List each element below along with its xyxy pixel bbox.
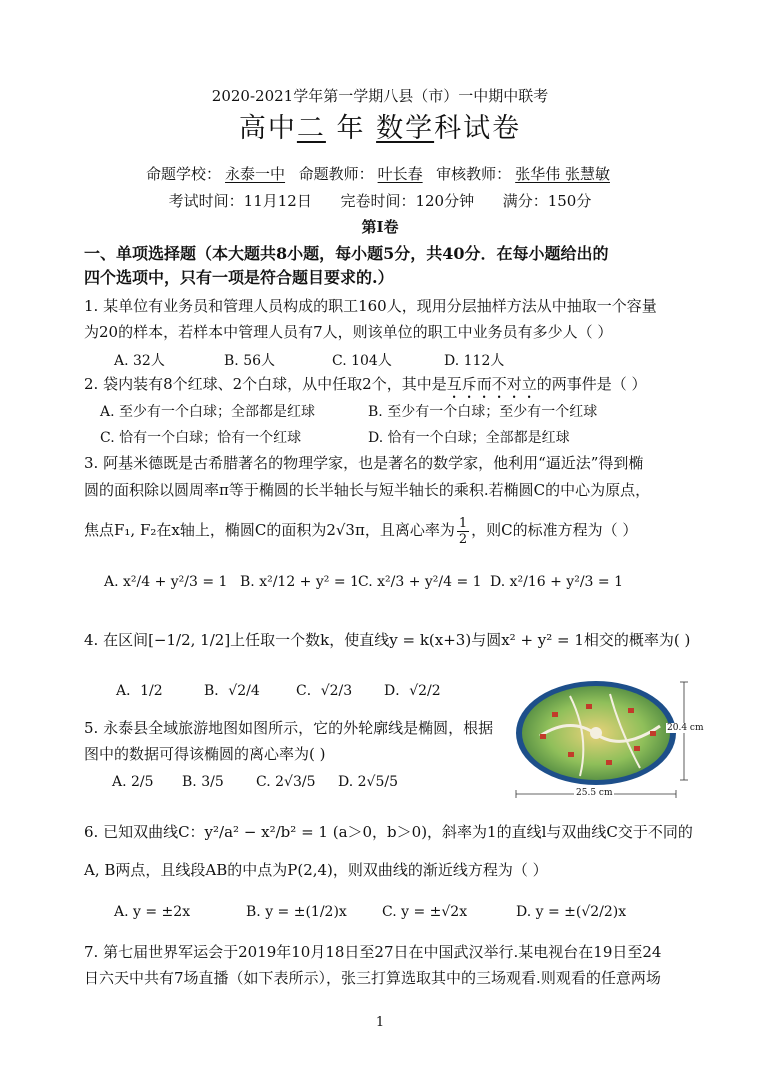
exam-header: 2020-2021学年第一学期八县（市）一中期中联考 — [211, 87, 549, 105]
q5-option-b: B. 3/5 — [182, 774, 224, 790]
q3-ecc-num: 1 — [458, 515, 468, 531]
q1-stem-1: 1. 某单位有业务员和管理人员构成的职工160人，现用分层抽样方法从中抽取一个容量 — [84, 297, 657, 315]
q3-option-d: D. x²/16 + y²/3 = 1 — [490, 574, 623, 590]
q6-option-c: C. y = ±√2x — [382, 904, 468, 920]
q5-option-d: D. 2√5/5 — [338, 774, 398, 790]
q6-option-d: D. y = ±(√2/2)x — [516, 904, 627, 920]
teacher-value: 叶长春 — [377, 165, 423, 183]
q4-stem: 4. 在区间[−1/2, 1/2]上任取一个数k，使直线y = k(x+3)与圆x² + y² = 1相交的概率为( ) — [84, 631, 691, 649]
q6-stem-1: 6. 已知双曲线C：y²/a² − x²/b² = 1 (a＞0，b＞0)，斜率为1的直线l与双曲线C交于不同的 — [84, 823, 693, 841]
q6-option-b: B. y = ±(1/2)x — [246, 904, 347, 920]
q7-stem-1: 7. 第七届世界军运会于2019年10月18日至27日在中国武汉举行.某电视台在19日至24 — [84, 943, 662, 961]
q4-option-c: C．√2/3 — [296, 683, 353, 699]
q2-stem-b: 的两事件是（ ） — [536, 375, 647, 393]
title-prefix: 高中 — [238, 113, 297, 144]
q2-option-c: C. 恰有一个白球；恰有一个红球 — [100, 430, 302, 446]
q2-option-d: D. 恰有一个白球；全部都是红球 — [368, 430, 570, 446]
title-mid: 年 — [336, 113, 366, 144]
full-score: 满分：150分 — [502, 192, 592, 210]
q5-option-c: C. 2√3/5 — [256, 774, 316, 790]
q3-option-a: A. x²/4 + y²/3 = 1 — [104, 574, 228, 590]
exam-time: 考试时间：11月12日 — [168, 192, 312, 210]
q1-stem-2: 为20的样本，若样本中管理人员有7人，则该单位的职工中业务员有多少人（ ） — [84, 323, 613, 341]
section-heading-2: 四个选项中，只有一项是符合题目要求的.） — [84, 268, 394, 287]
q3-stem-3b: ，则C的标准方程为（ ） — [471, 521, 638, 539]
teacher-label: 命题教师： — [298, 165, 374, 183]
q3-eccentricity — [457, 516, 469, 547]
volume-title: 第Ⅰ卷 — [361, 218, 399, 236]
section-heading-1: 一、单项选择题（本大题共8小题，每小题5分，共40分．在每小题给出的 — [84, 244, 609, 263]
q1-option-b: B. 56人 — [224, 353, 276, 369]
map-width-label: 25.5 cm — [576, 788, 613, 798]
q5-option-a: A. 2/5 — [112, 774, 154, 790]
map-height-label: 20.4 cm — [667, 723, 704, 733]
q6-option-a: A. y = ±2x — [114, 904, 191, 920]
q3-stem-3 — [84, 513, 700, 547]
q1-option-a: A. 32人 — [114, 353, 165, 369]
q2-option-a: A. 至少有一个白球；全部都是红球 — [100, 404, 316, 420]
reviewer-label: 审核教师： — [436, 165, 512, 183]
q3-ecc-den: 2 — [458, 531, 468, 547]
school-label: 命题学校： — [146, 165, 222, 183]
title-grade: 二 — [296, 113, 326, 144]
q2-stem — [84, 374, 700, 402]
q2-stem-emph: 互斥而不对立 — [446, 375, 537, 393]
q1-option-c: C. 104人 — [332, 353, 392, 369]
page-number: 1 — [375, 1015, 385, 1030]
title-suffix: 科试卷 — [434, 113, 522, 144]
q3-option-c: C. x²/3 + y²/4 = 1 — [358, 574, 482, 590]
exam-duration: 完卷时间：120分钟 — [340, 192, 475, 210]
school-value: 永泰一中 — [225, 165, 286, 183]
q7-stem-2: 日六天中共有7场直播（如下表所示），张三打算选取其中的三场观看.则观看的任意两场 — [84, 969, 661, 987]
q3-option-b: B. x²/12 + y² = 1 — [240, 574, 359, 590]
q3-stem-1: 3. 阿基米德既是古希腊著名的物理学家，也是著名的数学家，他利用“逼近法”得到椭 — [84, 454, 644, 472]
q2-stem-a: 2. 袋内装有8个红球、2个白球，从中任取2个，其中是 — [84, 375, 447, 393]
tourism-map-illustration — [510, 676, 710, 806]
q1-option-d: D. 112人 — [444, 353, 505, 369]
q3-stem-2: 圆的面积除以圆周率π等于椭圆的长半轴长与短半轴长的乘积.若椭圆C的中心为原点， — [84, 481, 651, 499]
tourism-map-figure — [510, 676, 710, 806]
q4-option-d: D．√2/2 — [384, 683, 441, 699]
q6-stem-2: A, B两点，且线段AB的中点为P(2,4)，则双曲线的渐近线方程为（ ） — [84, 861, 548, 879]
q5-stem-2: 图中的数据可得该椭圆的离心率为( ) — [84, 745, 326, 763]
q2-option-b: B. 至少有一个白球；至少有一个红球 — [368, 404, 598, 420]
q4-option-a: A．1/2 — [116, 683, 163, 699]
paper-title — [0, 112, 760, 146]
reviewer-value: 张华伟 张慧敏 — [515, 165, 610, 183]
title-subject: 数学 — [376, 113, 435, 144]
q4-option-b: B．√2/4 — [204, 683, 260, 699]
q5-stem-1: 5. 永泰县全域旅游地图如图所示，它的外轮廓线是椭圆，根据 — [84, 719, 494, 737]
exam-info-line — [0, 191, 760, 211]
q3-stem-3a: 焦点F₁, F₂在x轴上，椭圆C的面积为2√3π，且离心率为 — [84, 521, 455, 539]
author-line — [0, 164, 760, 184]
